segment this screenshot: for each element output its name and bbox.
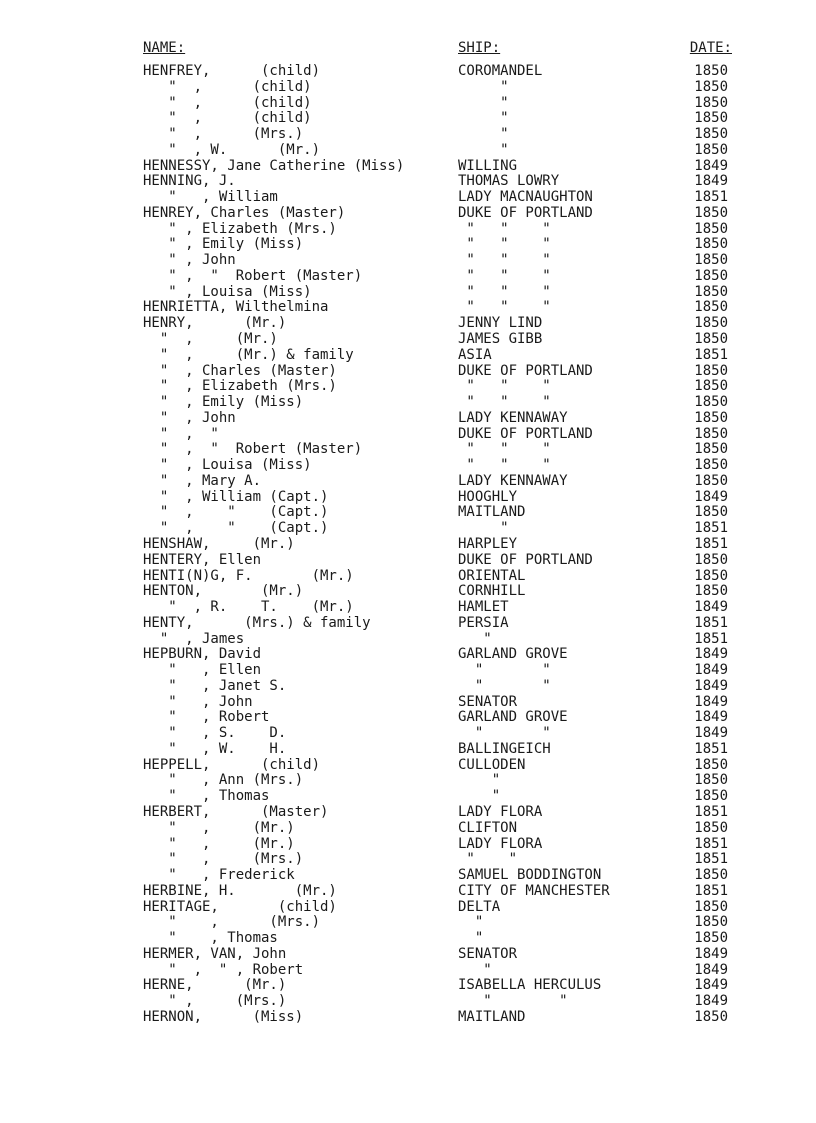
passenger-name: HENTY, (Mrs.) & family (143, 614, 371, 631)
ship-name: LADY FLORA (458, 835, 543, 852)
arrival-date: 1850 (694, 94, 728, 111)
passenger-name: " , Mary A. (143, 472, 262, 489)
passenger-name: HERMER, VAN, John (143, 945, 287, 962)
arrival-date: 1850 (694, 141, 728, 158)
passenger-name: " , Frederick (143, 867, 295, 884)
passenger-name: HENRY, (Mr.) (143, 315, 287, 332)
ship-name: WILLING (458, 157, 518, 174)
arrival-date: 1850 (694, 394, 728, 411)
arrival-date: 1850 (694, 914, 728, 931)
arrival-date: 1850 (694, 409, 728, 426)
passenger-list (0, 64, 816, 1026)
table-row (0, 174, 816, 190)
header-name: NAME: (143, 40, 186, 56)
ship-name: " " " (458, 441, 551, 458)
passenger-name: HERBERT, (Master) (143, 803, 329, 820)
table-row (0, 695, 816, 711)
arrival-date: 1849 (694, 173, 728, 190)
passenger-name: HENRIETTA, Wilthelmina (143, 299, 329, 316)
table-row (0, 773, 816, 789)
arrival-date: 1850 (694, 504, 728, 521)
ship-name: THOMAS LOWRY (458, 173, 560, 190)
arrival-date: 1850 (694, 252, 728, 269)
table-row (0, 852, 816, 868)
arrival-date: 1850 (694, 583, 728, 600)
ship-name: DELTA (458, 898, 501, 915)
arrival-date: 1850 (694, 930, 728, 947)
table-row (0, 931, 816, 947)
passenger-name: " , Janet S. (143, 677, 287, 694)
arrival-date: 1849 (694, 693, 728, 710)
ship-name: MAITLAND (458, 1008, 526, 1025)
arrival-date: 1850 (694, 378, 728, 395)
ship-name: SAMUEL BODDINGTON (458, 867, 602, 884)
table-row (0, 584, 816, 600)
ship-name: " " (458, 725, 551, 742)
arrival-date: 1850 (694, 236, 728, 253)
passenger-name: " , " , Robert (143, 961, 304, 978)
table-row (0, 285, 816, 301)
table-row (0, 253, 816, 269)
ship-name: SENATOR (458, 945, 518, 962)
table-row (0, 111, 816, 127)
table-row (0, 947, 816, 963)
arrival-date: 1849 (694, 646, 728, 663)
passenger-name: " , (Mrs.) (143, 993, 287, 1010)
ship-name: CULLODEN (458, 756, 526, 773)
ship-name: " " " (458, 378, 551, 395)
passenger-name: " , " (Capt.) (143, 520, 329, 537)
arrival-date: 1850 (694, 299, 728, 316)
passenger-name: " , (child) (143, 94, 312, 111)
table-row (0, 569, 816, 585)
arrival-date: 1850 (694, 772, 728, 789)
table-row (0, 458, 816, 474)
passenger-name: " , James (143, 630, 245, 647)
passenger-name: HENTERY, Ellen (143, 551, 262, 568)
passenger-name: HERNON, (Miss) (143, 1008, 304, 1025)
passenger-name: " , Louisa (Miss) (143, 283, 312, 300)
table-row (0, 789, 816, 805)
passenger-name: HEPBURN, David (143, 646, 262, 663)
arrival-date: 1849 (694, 961, 728, 978)
passenger-name: HENFREY, (child) (143, 63, 321, 79)
ship-name: ORIENTAL (458, 567, 526, 584)
ship-name: " " " (458, 267, 551, 284)
table-row (0, 96, 816, 112)
ship-name: " (458, 914, 484, 931)
arrival-date: 1851 (694, 630, 728, 647)
ship-name: CORNHILL (458, 583, 526, 600)
ship-name: " (458, 930, 484, 947)
table-row (0, 1010, 816, 1026)
table-row (0, 837, 816, 853)
ship-name: " " " (458, 299, 551, 316)
table-row (0, 553, 816, 569)
table-row (0, 206, 816, 222)
passenger-name: " , John (143, 693, 253, 710)
header-ship: SHIP: (458, 40, 501, 56)
table-row (0, 537, 816, 553)
passenger-name: " , Emily (Miss) (143, 394, 304, 411)
arrival-date: 1851 (694, 803, 728, 820)
arrival-date: 1849 (694, 725, 728, 742)
arrival-date: 1850 (694, 126, 728, 143)
column-headers (0, 40, 816, 58)
ship-name: ASIA (458, 346, 492, 363)
passenger-name: " , " (Capt.) (143, 504, 329, 521)
table-row (0, 64, 816, 80)
passenger-name: HENTI(N)G, F. (Mr.) (143, 567, 354, 584)
arrival-date: 1850 (694, 441, 728, 458)
arrival-date: 1850 (694, 867, 728, 884)
arrival-date: 1850 (694, 788, 728, 805)
ship-name: PERSIA (458, 614, 509, 631)
ship-name: GARLAND GROVE (458, 646, 568, 663)
passenger-name: " , " Robert (Master) (143, 267, 363, 284)
ship-name: CITY OF MANCHESTER (458, 882, 610, 899)
table-row (0, 269, 816, 285)
passenger-name: " , " (143, 425, 219, 442)
arrival-date: 1851 (694, 851, 728, 868)
passenger-name: HERBINE, H. (Mr.) (143, 882, 337, 899)
passenger-name: " , Ann (Mrs.) (143, 772, 304, 789)
arrival-date: 1851 (694, 189, 728, 206)
passenger-name: " , Elizabeth (Mrs.) (143, 220, 337, 237)
passenger-name: " , W. H. (143, 740, 287, 757)
passenger-name: HENNING, J. (143, 173, 236, 190)
ship-name: " (458, 961, 492, 978)
passenger-name: " , (Mrs.) (143, 851, 304, 868)
passenger-name: " , (Mrs.) (143, 914, 321, 931)
ship-name: DUKE OF PORTLAND (458, 204, 593, 221)
arrival-date: 1850 (694, 567, 728, 584)
passenger-name: " , (Mr.) (143, 835, 295, 852)
table-row (0, 505, 816, 521)
arrival-date: 1849 (694, 709, 728, 726)
passenger-name: " , Elizabeth (Mrs.) (143, 378, 337, 395)
arrival-date: 1849 (694, 662, 728, 679)
ship-name: " " " (458, 252, 551, 269)
arrival-date: 1851 (694, 740, 728, 757)
table-row (0, 884, 816, 900)
ship-name: HAMLET (458, 599, 509, 616)
passenger-name: " , (child) (143, 110, 312, 127)
arrival-date: 1851 (694, 520, 728, 537)
passenger-name: " , (Mr.) (143, 331, 278, 348)
ship-name: " (458, 630, 492, 647)
table-row (0, 348, 816, 364)
table-row (0, 868, 816, 884)
arrival-date: 1850 (694, 362, 728, 379)
ship-name: " (458, 788, 501, 805)
table-row (0, 80, 816, 96)
arrival-date: 1850 (694, 331, 728, 348)
ship-name: HARPLEY (458, 535, 518, 552)
ship-name: DUKE OF PORTLAND (458, 362, 593, 379)
passenger-name: HERNE, (Mr.) (143, 977, 287, 994)
passenger-name: HENREY, Charles (Master) (143, 204, 346, 221)
table-row (0, 726, 816, 742)
passenger-name: " , " Robert (Master) (143, 441, 363, 458)
table-row (0, 742, 816, 758)
arrival-date: 1850 (694, 63, 728, 79)
arrival-date: 1849 (694, 157, 728, 174)
ship-name: " (458, 141, 509, 158)
arrival-date: 1851 (694, 835, 728, 852)
arrival-date: 1850 (694, 551, 728, 568)
passenger-name: " , Louisa (Miss) (143, 457, 312, 474)
table-row (0, 805, 816, 821)
passenger-name: HERITAGE, (child) (143, 898, 337, 915)
passenger-name: " , John (143, 252, 236, 269)
ship-name: " " (458, 851, 518, 868)
passenger-name: " , (child) (143, 78, 312, 95)
ship-name: " " " (458, 457, 551, 474)
ship-name: " " " (458, 283, 551, 300)
table-row (0, 474, 816, 490)
arrival-date: 1849 (694, 945, 728, 962)
passenger-name: " , (Mr.) & family (143, 346, 354, 363)
arrival-date: 1850 (694, 898, 728, 915)
arrival-date: 1850 (694, 819, 728, 836)
ship-name: " " (458, 677, 551, 694)
ship-name: GARLAND GROVE (458, 709, 568, 726)
ship-name: CLIFTON (458, 819, 518, 836)
table-row (0, 332, 816, 348)
table-row (0, 379, 816, 395)
ship-name: LADY MACNAUGHTON (458, 189, 593, 206)
passenger-name: " , W. (Mr.) (143, 141, 321, 158)
table-row (0, 616, 816, 632)
passenger-name: HENNESSY, Jane Catherine (Miss) (143, 157, 405, 174)
ship-name: " (458, 126, 509, 143)
ship-name: " " (458, 993, 568, 1010)
table-row (0, 963, 816, 979)
arrival-date: 1851 (694, 882, 728, 899)
arrival-date: 1849 (694, 993, 728, 1010)
table-row (0, 300, 816, 316)
passenger-name: " , R. T. (Mr.) (143, 599, 354, 616)
table-row (0, 364, 816, 380)
ship-name: BALLINGEICH (458, 740, 551, 757)
table-row (0, 127, 816, 143)
arrival-date: 1850 (694, 78, 728, 95)
table-row (0, 237, 816, 253)
passenger-name: " , S. D. (143, 725, 287, 742)
ship-name: " (458, 94, 509, 111)
table-row (0, 915, 816, 931)
ship-name: LADY KENNAWAY (458, 409, 568, 426)
passenger-name: " , William (143, 189, 278, 206)
passenger-name: HENSHAW, (Mr.) (143, 535, 295, 552)
header-date: DATE: (689, 40, 732, 56)
table-row (0, 411, 816, 427)
ship-name: " (458, 110, 509, 127)
ship-name: HOOGHLY (458, 488, 518, 505)
ship-name: " (458, 78, 509, 95)
table-row (0, 490, 816, 506)
table-row (0, 159, 816, 175)
passenger-name: " , William (Capt.) (143, 488, 329, 505)
passenger-name: " , Thomas (143, 788, 270, 805)
table-row (0, 521, 816, 537)
ship-name: DUKE OF PORTLAND (458, 425, 593, 442)
passenger-name: HENTON, (Mr.) (143, 583, 304, 600)
arrival-date: 1849 (694, 977, 728, 994)
arrival-date: 1851 (694, 535, 728, 552)
ship-name: SENATOR (458, 693, 518, 710)
ship-name: LADY KENNAWAY (458, 472, 568, 489)
passenger-name: HEPPELL, (child) (143, 756, 321, 773)
ship-name: " " " (458, 236, 551, 253)
arrival-date: 1849 (694, 488, 728, 505)
arrival-date: 1851 (694, 614, 728, 631)
ship-name: " " " (458, 220, 551, 237)
ship-name: JAMES GIBB (458, 331, 543, 348)
table-row (0, 632, 816, 648)
table-row (0, 600, 816, 616)
arrival-date: 1850 (694, 425, 728, 442)
passenger-name: " , Thomas (143, 930, 278, 947)
ship-name: " (458, 520, 509, 537)
table-row (0, 994, 816, 1010)
passenger-name: " , Ellen (143, 662, 262, 679)
passenger-name: " , Robert (143, 709, 270, 726)
passenger-name: " , Emily (Miss) (143, 236, 304, 253)
passenger-name: " , Charles (Master) (143, 362, 337, 379)
ship-name: " " " (458, 394, 551, 411)
ship-name: " " (458, 662, 551, 679)
passenger-name: " , (Mr.) (143, 819, 295, 836)
arrival-date: 1850 (694, 315, 728, 332)
table-row (0, 821, 816, 837)
passenger-name: " , John (143, 409, 236, 426)
table-row (0, 679, 816, 695)
ship-name: " (458, 772, 501, 789)
table-row (0, 647, 816, 663)
table-row (0, 427, 816, 443)
arrival-date: 1849 (694, 599, 728, 616)
table-row (0, 442, 816, 458)
arrival-date: 1850 (694, 472, 728, 489)
table-row (0, 222, 816, 238)
arrival-date: 1850 (694, 756, 728, 773)
arrival-date: 1850 (694, 204, 728, 221)
table-row (0, 900, 816, 916)
arrival-date: 1850 (694, 457, 728, 474)
arrival-date: 1850 (694, 283, 728, 300)
ship-name: DUKE OF PORTLAND (458, 551, 593, 568)
table-row (0, 978, 816, 994)
arrival-date: 1850 (694, 267, 728, 284)
ship-name: MAITLAND (458, 504, 526, 521)
table-row (0, 758, 816, 774)
table-row (0, 190, 816, 206)
ship-name: LADY FLORA (458, 803, 543, 820)
arrival-date: 1849 (694, 677, 728, 694)
ship-name: JENNY LIND (458, 315, 543, 332)
arrival-date: 1851 (694, 346, 728, 363)
ship-name: COROMANDEL (458, 63, 543, 79)
passenger-name: " , (Mrs.) (143, 126, 304, 143)
table-row (0, 316, 816, 332)
table-row (0, 395, 816, 411)
table-row (0, 143, 816, 159)
table-row (0, 710, 816, 726)
ship-name: ISABELLA HERCULUS (458, 977, 602, 994)
table-row (0, 663, 816, 679)
arrival-date: 1850 (694, 220, 728, 237)
arrival-date: 1850 (694, 1008, 728, 1025)
arrival-date: 1850 (694, 110, 728, 127)
